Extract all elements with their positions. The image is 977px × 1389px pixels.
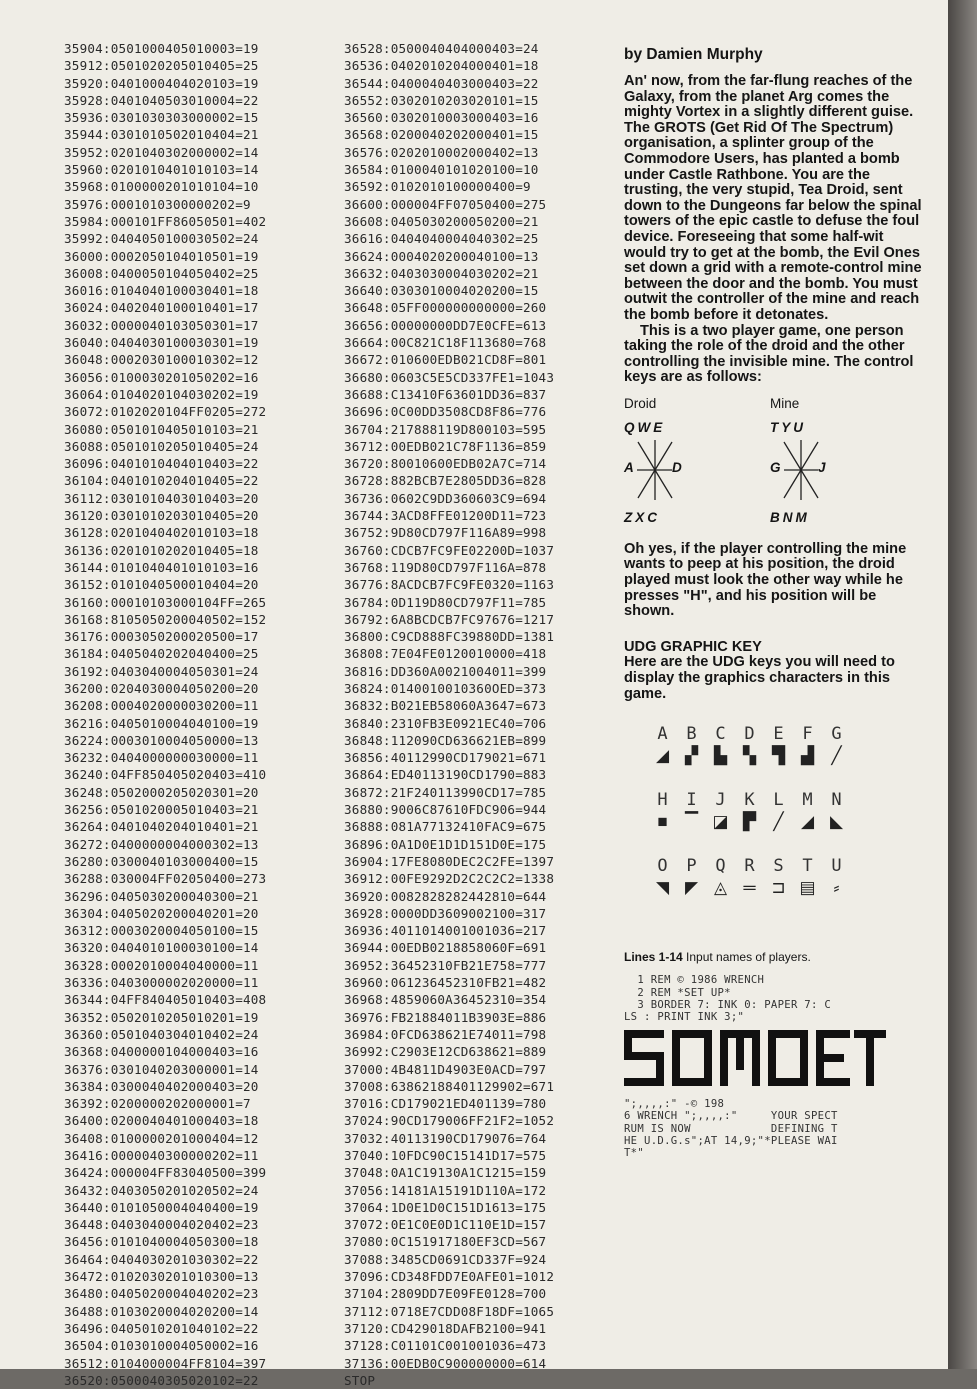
droid-key-left: A <box>624 459 637 475</box>
hex-line: 35904:0501000405010003=19 <box>64 41 259 56</box>
hex-line: 36840:2310FB3E0921EC40=706 <box>344 715 547 731</box>
hex-line: 36328:0002010004040000=11 <box>64 957 259 973</box>
hex-line: 36088:0501010205010405=24 <box>64 438 259 454</box>
somoset-block-title <box>624 1026 886 1096</box>
hex-line: 36856:40112990CD179021=671 <box>344 750 547 766</box>
article-column <box>624 46 924 1160</box>
hex-line: 36848:112090CD636621EB=899 <box>344 732 547 748</box>
droid-key-right: D <box>672 459 685 475</box>
droid-label: Droid <box>624 395 657 411</box>
hex-line: 36416:0000040300000202=11 <box>64 1148 259 1163</box>
hex-line: 36136:0201010202010405=18 <box>64 542 259 558</box>
block-letters-graphic <box>624 1026 886 1096</box>
hex-line: 36544:0400040403000403=22 <box>344 75 539 91</box>
hex-line: 36696:0C00DD3508CD8F86=776 <box>344 404 547 420</box>
udg-key-letter: E <box>773 724 784 745</box>
hex-line: 36112:0301010403010403=20 <box>64 490 259 506</box>
hex-line: 36584:0100040101020100=10 <box>344 162 539 178</box>
peep-paragraph: Oh yes, if the player controlling the mine wants to peep at his position, the droid played must look the other way while he presses "H", and his position will be shown. <box>624 540 907 620</box>
hex-line: 36024:0402040100010401=17 <box>64 300 259 316</box>
hex-line: 36184:0405040202040400=25 <box>64 646 259 662</box>
hex-line: 36664:00C821C18F113680=768 <box>344 335 547 351</box>
udg-heading: UDG GRAPHIC KEY <box>624 638 762 655</box>
udg-graphic-icon: ◪ <box>712 812 729 832</box>
hex-line: 36104:0401010204010405=22 <box>64 473 259 489</box>
hex-line: 36672:010600EDB021CD8F=801 <box>344 352 547 368</box>
hex-line: 36632:0403030004030202=21 <box>344 265 539 281</box>
hex-line: 36504:0103010004050002=16 <box>64 1338 259 1354</box>
hex-line: 36064:0104020104030202=19 <box>64 386 259 402</box>
udg-key-letter: G <box>831 724 842 745</box>
hex-line: 36256:0501020005010403=21 <box>64 802 259 818</box>
hex-line: 36248:0502000205020301=20 <box>64 784 259 800</box>
hex-line: 36904:17FE8080DEC2C2FE=1397 <box>344 853 555 869</box>
hex-line: 36152:0101040500010404=20 <box>64 577 259 593</box>
hex-line: 36792:6A8BCDCB7FC97676=1217 <box>344 611 555 627</box>
hex-line: 36232:0404000000030000=11 <box>64 750 259 766</box>
hex-line: 37120:CD429018DAFB2100=941 <box>344 1320 547 1336</box>
hex-line: 36992:C2903E12CD638621=889 <box>344 1044 547 1060</box>
hex-line: 37000:4B4811D4903E0ACD=797 <box>344 1061 547 1077</box>
hex-line: 35976:0001010300000202=9 <box>64 196 251 212</box>
udg-key-letter: M <box>802 790 813 811</box>
hex-line: 36472:0102030201010300=13 <box>64 1269 259 1285</box>
hex-line: 36616:0404040004040302=25 <box>344 231 539 247</box>
hex-line: 36576:0202010002000402=13 <box>344 144 539 160</box>
hex-line: 35912:0501020205010405=25 <box>64 58 259 74</box>
hex-line: 36008:0400050104050402=25 <box>64 265 259 281</box>
hex-line: 37024:90CD179006FF21F2=1052 <box>344 1113 555 1129</box>
hex-line: 36016:0104040100030401=18 <box>64 283 259 299</box>
hex-listing-column-2 <box>344 40 614 1389</box>
hex-line: 36296:0405030200040300=21 <box>64 888 259 904</box>
hex-line: 36552:0302010203020101=15 <box>344 92 539 108</box>
hex-line: 37072:0E1C0E0D1C110E1D=157 <box>344 1217 547 1233</box>
hex-line: 36784:0D119D80CD797F11=785 <box>344 594 547 610</box>
hex-line: 36680:0603C5E5CD337FE1=1043 <box>344 369 555 385</box>
hex-line: 36384:0300040402000403=20 <box>64 1078 259 1094</box>
hex-line: 36424:000004FF83040500=399 <box>64 1165 267 1181</box>
hex-line: 36720:80010600EDB02A7C=714 <box>344 456 547 472</box>
control-keys-diagram <box>624 394 924 534</box>
hex-line: 37040:10FDC90C15141D17=575 <box>344 1148 547 1163</box>
udg-row <box>648 790 924 834</box>
hex-line: 36464:0404030201030302=22 <box>64 1251 259 1267</box>
udg-graphic-icon: ◢ <box>800 812 815 832</box>
hex-line: 36880:9006C87610FDC906=944 <box>344 802 547 818</box>
hex-line: 36640:0303010004020200=15 <box>344 283 539 299</box>
hex-line: 37080:0C151917180EF3CD=567 <box>344 1234 547 1250</box>
page-edge-shadow <box>948 0 977 1369</box>
hex-line: 36456:0101040004050300=18 <box>64 1234 259 1250</box>
udg-key-letter: A <box>657 724 668 745</box>
hex-line: 36824:0140010010360OED=373 <box>344 680 547 696</box>
hex-line: 36744:3ACD8FFE01200D11=723 <box>344 508 547 524</box>
hex-line: 36528:0500040404000403=24 <box>344 41 539 56</box>
hex-line: 36920:0082828282442810=644 <box>344 888 547 904</box>
hex-line: 36000:0002050104010501=19 <box>64 248 259 264</box>
hex-line: 36960:061236452310FB21=482 <box>344 975 547 991</box>
hex-line: 36376:0301040203000001=14 <box>64 1061 259 1077</box>
intro-paragraph-2: This is a two player game, one person taking the role of the droid and the other controlling the invisible mine. The control keys are as follows: <box>624 322 914 386</box>
hex-line: 36864:ED40113190CD1790=883 <box>344 767 547 783</box>
hex-line: 36752:9D80CD797F116A89=998 <box>344 525 547 541</box>
udg-graphic-icon: ◣ <box>829 812 844 832</box>
udg-graphic-icon: ╱ <box>773 812 784 832</box>
hex-line: 36832:B021EB58060A3647=673 <box>344 698 547 714</box>
udg-graphic-icon: ⊐ <box>771 878 786 898</box>
mine-key-left: G <box>770 459 784 475</box>
udg-graphic-icon: ▜ <box>771 746 786 766</box>
hex-line: 37136:00EDB0C900000000=614 <box>344 1355 547 1371</box>
hex-line: 36216:0405010004040100=19 <box>64 715 259 731</box>
udg-graphic-icon: ⸗ <box>833 878 840 898</box>
udg-graphic-icon: ▔ <box>684 812 699 832</box>
hex-line: 36320:0404010100030100=14 <box>64 940 259 956</box>
hex-line: 36448:0403040004020402=23 <box>64 1217 259 1233</box>
udg-key-letter: S <box>773 856 784 877</box>
hex-line: 35920:0401000404020103=19 <box>64 75 259 91</box>
hex-line: 36688:C13410F63601DD36=837 <box>344 386 547 402</box>
hex-line: 35928:0401040503010004=22 <box>64 92 259 108</box>
udg-graphic-icon: ▟ <box>800 746 815 766</box>
hex-line: 36360:0501040304010402=24 <box>64 1026 259 1042</box>
udg-key-letter: B <box>686 724 697 745</box>
hex-line: 36400:0200040401000403=18 <box>64 1113 259 1129</box>
udg-key-letter: O <box>657 856 668 877</box>
hex-line: 37104:2809DD7E09FE0128=700 <box>344 1286 547 1302</box>
udg-graphic-icon: ▙ <box>713 746 728 766</box>
mine-keys-bottom: BNM <box>770 509 810 525</box>
udg-row <box>648 856 924 900</box>
hex-line: 36176:0003050200020500=17 <box>64 629 259 645</box>
hex-line: 36736:0602C9DD360603C9=694 <box>344 490 547 506</box>
hex-line: 36192:0403040004050301=24 <box>64 663 259 679</box>
hex-line: 36520:0500040305020102=22 <box>64 1372 259 1388</box>
hex-line: 36056:0100030201050202=16 <box>64 369 259 385</box>
mine-label: Mine <box>770 395 800 411</box>
hex-line: 35984:000101FF86050501=402 <box>64 213 267 229</box>
udg-graphic-icon: ◢ <box>655 746 670 766</box>
hex-line: 36760:CDCB7FC9FE02200D=1037 <box>344 542 555 558</box>
mine-key-right: J <box>818 459 829 475</box>
hex-line: 35968:0100000201010104=10 <box>64 179 259 195</box>
hex-line: 36144:0101040401010103=16 <box>64 559 259 575</box>
hex-line: 36344:04FF840405010403=408 <box>64 992 267 1008</box>
hex-line: 37008:63862188401129902=671 <box>344 1078 555 1094</box>
udg-graphic-icon: ▚ <box>742 746 757 766</box>
udg-graphic-icon: ◤ <box>684 878 699 898</box>
hex-line: 36224:0003010004050000=13 <box>64 732 259 748</box>
udg-key-letter: N <box>831 790 842 811</box>
hex-line: 36536:0402010204000401=18 <box>344 58 539 74</box>
udg-key-letter: R <box>744 856 755 877</box>
hex-line: 36040:0404030100030301=19 <box>64 335 259 351</box>
hex-line: 36656:00000000DD7E0CFE=613 <box>344 317 547 333</box>
listing-caption <box>624 950 924 964</box>
udg-key-letter: I <box>686 790 697 811</box>
hex-line: 36096:0401010404010403=22 <box>64 456 259 472</box>
hex-line: 36288:030004FF02050400=273 <box>64 871 267 887</box>
hex-line: 36352:0502010205010201=19 <box>64 1009 259 1025</box>
hex-line: 36240:04FF850405020403=410 <box>64 767 267 783</box>
hex-line: 36944:00EDB0218858060F=691 <box>344 940 547 956</box>
hex-line: 36312:0003020004050100=15 <box>64 923 259 939</box>
udg-key-letter: C <box>715 724 726 745</box>
hex-line: 36200:0204030004050200=20 <box>64 680 259 696</box>
hex-line: 36776:8ACDCB7FC9FE0320=1163 <box>344 577 555 593</box>
hex-line: 37016:CD179021ED401139=780 <box>344 1096 547 1112</box>
udg-graphic-icon: ▛ <box>742 812 757 832</box>
hex-line: 36080:0501010405010103=21 <box>64 421 259 437</box>
udg-graphic-icon: ■ <box>657 812 668 832</box>
hex-line: 37064:1D0E1D0C151D1613=175 <box>344 1199 547 1215</box>
hex-line: 35944:0301010502010404=21 <box>64 127 259 143</box>
hex-line: 36120:0301010203010405=20 <box>64 508 259 524</box>
hex-line: 36560:0302010003000403=16 <box>344 110 539 126</box>
udg-key-letter: K <box>744 790 755 811</box>
hex-line: 36048:0002030100010302=12 <box>64 352 259 368</box>
hex-line: 37112:0718E7CDD08F18DF=1065 <box>344 1303 555 1319</box>
hex-line: 36408:0100000201000404=12 <box>64 1130 259 1146</box>
hex-line: 36728:882BCB7E2805DD36=828 <box>344 473 547 489</box>
hex-line: 36488:0103020004020200=14 <box>64 1303 259 1319</box>
udg-graphic-icon: ◥ <box>655 878 670 898</box>
listing-caption-text: Input names of players. <box>682 950 811 965</box>
udg-key-letter: F <box>802 724 813 745</box>
udg-row <box>648 724 924 768</box>
hex-line: 35952:0201040302000002=14 <box>64 144 259 160</box>
hex-line: 37088:3485CD0691CD337F=924 <box>344 1251 547 1267</box>
hex-line: 36984:0FCD638621E74011=798 <box>344 1026 547 1042</box>
udg-graphic-key <box>648 724 924 924</box>
hex-line: 36568:0200040202000401=15 <box>344 127 539 143</box>
hex-line: 36816:DD360A0021004011=399 <box>344 663 547 679</box>
udg-key-letter: H <box>657 790 668 811</box>
udg-key-letter: J <box>715 790 726 811</box>
hex-line: 37048:0A1C19130A1C1215=159 <box>344 1165 547 1181</box>
hex-line: 36600:000004FF07050400=275 <box>344 196 547 212</box>
hex-line: 36368:0400000104000403=16 <box>64 1044 259 1060</box>
hex-line: 37128:C01101C001001036=473 <box>344 1338 547 1354</box>
udg-paragraph: Here are the UDG keys you will need to display the graphics characters in this game. <box>624 654 895 702</box>
hex-line: 36304:0405020200040201=20 <box>64 905 259 921</box>
droid-keys-bottom: ZXC <box>624 509 660 525</box>
hex-line: 36768:119D80CD797F116A=878 <box>344 559 547 575</box>
hex-line: 36160:00010103000104FF=265 <box>64 594 267 610</box>
hex-line: 36888:081A77132410FAC9=675 <box>344 819 547 835</box>
hex-line: 36712:00EDB021C78F1136=859 <box>344 438 547 454</box>
hex-line: 36168:8105050200040502=152 <box>64 611 267 627</box>
hex-line: 36432:0403050201020502=24 <box>64 1182 259 1198</box>
hex-line: 36896:0A1D0E1D1D151D0E=175 <box>344 836 547 852</box>
udg-graphic-icon: ◬ <box>713 878 728 898</box>
hex-line: 36496:0405010201040102=22 <box>64 1320 259 1336</box>
udg-graphic-icon: ╱ <box>831 746 842 766</box>
hex-listing-column-1 <box>64 40 334 1389</box>
intro-paragraph: An' now, from the far-flung reaches of the Galaxy, from the planet Arg comes the mighty Vortex in a slightly different guise. The GROTS (Get Rid Of The Spectrum) organisation, a splinter group of the Commodore Users, has planted a bomb under Castle Rathbone. You are the trusting, the very stupid, Tea Droid, sent down to the Dungeons far below the spinal towers of the epic castle to defuse the foul device. Foreseeing that some half-wit would try to get at the bomb, the Evil Ones set down a grid with a remote-control mine between the door and the bomb. You must outwit the controller of the mine and reach the bomb before it detonates. <box>624 73 922 323</box>
hex-line: STOP <box>344 1372 376 1388</box>
hex-line: 36480:0405020004040202=23 <box>64 1286 259 1302</box>
hex-line: 36808:7E04FE0120010000=418 <box>344 646 547 662</box>
hex-line: 37032:40113190CD179076=764 <box>344 1130 547 1146</box>
hex-line: 36440:0101050004040400=19 <box>64 1199 259 1215</box>
mine-keys-top: TYU <box>770 419 806 435</box>
hex-line: 36032:0000040103050301=17 <box>64 317 259 333</box>
hex-line: 36336:0403000002020000=11 <box>64 975 259 991</box>
basic-listing-bottom: ";,,,,:" -© 198 6 WRENCH ";,,,,:" YOUR SPECT RUM IS NOW DEFINING T HE U.D.G.s";AT 14,9;"*PLEASE WAI T*" <box>624 1097 838 1160</box>
hex-line: 35936:0301030303000002=15 <box>64 110 259 126</box>
udg-key-letter: D <box>744 724 755 745</box>
udg-graphic-icon: ═ <box>743 878 756 898</box>
hex-line: 36952:36452310FB21E758=777 <box>344 957 547 973</box>
hex-line: 36872:21F240113990CD17=785 <box>344 784 547 800</box>
udg-key-letter: Q <box>715 856 726 877</box>
hex-line: 36280:0300040103000400=15 <box>64 853 259 869</box>
udg-key-letter: U <box>831 856 842 877</box>
hex-line: 36976:FB21884011B3903E=886 <box>344 1009 547 1025</box>
udg-key-letter: T <box>802 856 813 877</box>
udg-key-letter: P <box>686 856 697 877</box>
hex-line: 37056:14181A15191D110A=172 <box>344 1182 547 1198</box>
hex-line: 36392:0200000202000001=7 <box>64 1096 251 1112</box>
hex-line: 36592:0102010100000400=9 <box>344 179 531 195</box>
hex-line: 36272:0400000004000302=13 <box>64 836 259 852</box>
listing-caption-lines: Lines 1-14 <box>624 950 683 965</box>
hex-line: 36512:0104000004FF8104=397 <box>64 1355 267 1371</box>
byline: by Damien Murphy <box>624 46 763 63</box>
udg-key-letter: L <box>773 790 784 811</box>
udg-graphic-icon: ▤ <box>799 878 816 898</box>
hex-line: 36936:4011014001001036=217 <box>344 923 547 939</box>
hex-line: 37096:CD348FDD7E0AFE01=1012 <box>344 1269 555 1285</box>
basic-listing-top: 1 REM © 1986 WRENCH 2 REM *SET UP* 3 BORDER 7: INK 0: PAPER 7: C LS : PRINT INK 3;" <box>624 974 832 1024</box>
hex-line: 36072:0102020104FF0205=272 <box>64 404 267 420</box>
hex-line: 36912:00FE9292D2C2C2C2=1338 <box>344 871 555 887</box>
hex-line: 36968:4859060A36452310=354 <box>344 992 547 1008</box>
hex-line: 36800:C9CD888FC39880DD=1381 <box>344 629 555 645</box>
hex-line: 36704:217888119D800103=595 <box>344 421 547 437</box>
hex-line: 36928:0000DD3609002100=317 <box>344 905 547 921</box>
hex-line: 36608:0405030200050200=21 <box>344 213 539 229</box>
hex-line: 36624:0004020200040100=13 <box>344 248 539 264</box>
hex-line: 36264:0401040204010401=21 <box>64 819 259 835</box>
hex-line: 36648:05FF000000000000=260 <box>344 300 547 316</box>
udg-graphic-icon: ▞ <box>684 746 699 766</box>
hex-line: 35992:0404050100030502=24 <box>64 231 259 247</box>
hex-line: 36128:0201040402010103=18 <box>64 525 259 541</box>
hex-line: 36208:0004020000030200=11 <box>64 698 259 714</box>
hex-line: 35960:0201010401010103=14 <box>64 162 259 178</box>
droid-keys-top: QWE <box>624 419 666 435</box>
